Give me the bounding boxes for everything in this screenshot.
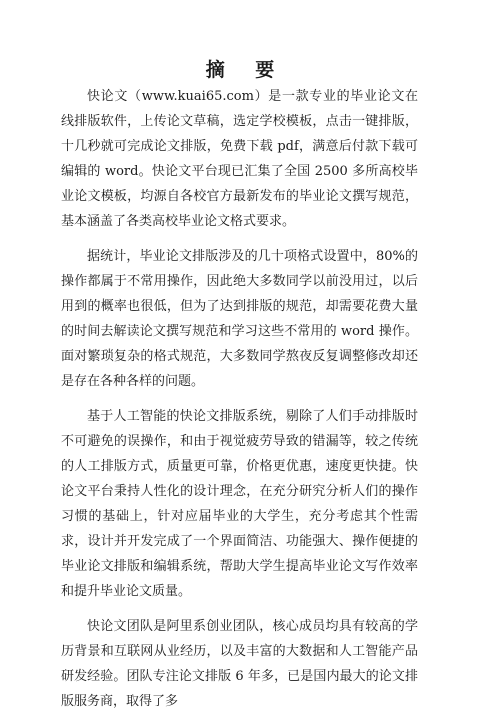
paragraph-intro: 快论文（www.kuai65.com）是一款专业的毕业论文在线排版软件，上传论文草稿，选定学校模板，点击一键排版，十几秒就可完成论文排版，免费下载 pdf，满意后付款下载可编辑的 word。快论文平台现已汇集了全国 2500 多所高校毕业论文模板，均源自各校官方最新发布的毕业论文撰写规范，基本涵盖了各类高校毕业论文格式要求。 bbox=[61, 89, 418, 229]
paragraph-team: 快论文团队是阿里系创业团队，核心成员均具有较高的学历背景和互联网从业经历，以及丰富的大数据和人工智能产品研发经验。团队专注论文排版 6 年多，已是国内最大的论文排版服务商，取得了多 bbox=[61, 619, 418, 709]
abstract-body bbox=[61, 84, 418, 724]
paragraph-ai-system: 基于人工智能的快论文排版系统，剔除了人们手动排版时不可避免的误操作，和由于视觉疲劳导致的错漏等，较之传统的人工排版方式，质量更可靠，价格更优惠，速度更快捷。快论文平台秉持人性化的设计理念，在充分研究分析人们的操作习惯的基础上，针对应届毕业的大学生，充分考虑其个性需求，设计并开发完成了一个界面简洁、功能强大、操作便捷的毕业论文排版和编辑系统，帮助大学生提高毕业论文写作效率和提升毕业论文质量。 bbox=[61, 409, 418, 599]
abstract-title: 摘 要 bbox=[205, 59, 287, 81]
paragraph-statistics: 据统计，毕业论文排版涉及的几十项格式设置中，80%的操作都属于不常用操作，因此绝大多数同学以前没用过，以后用到的概率也很低，但为了达到排版的规范，却需要花费大量的时间去解读论文撰写规范和学习这些不常用的 word 操作。面对繁琐复杂的格式规范，大多数同学熬夜反复调整修改却还是存在各种各样的问题。 bbox=[61, 249, 418, 389]
